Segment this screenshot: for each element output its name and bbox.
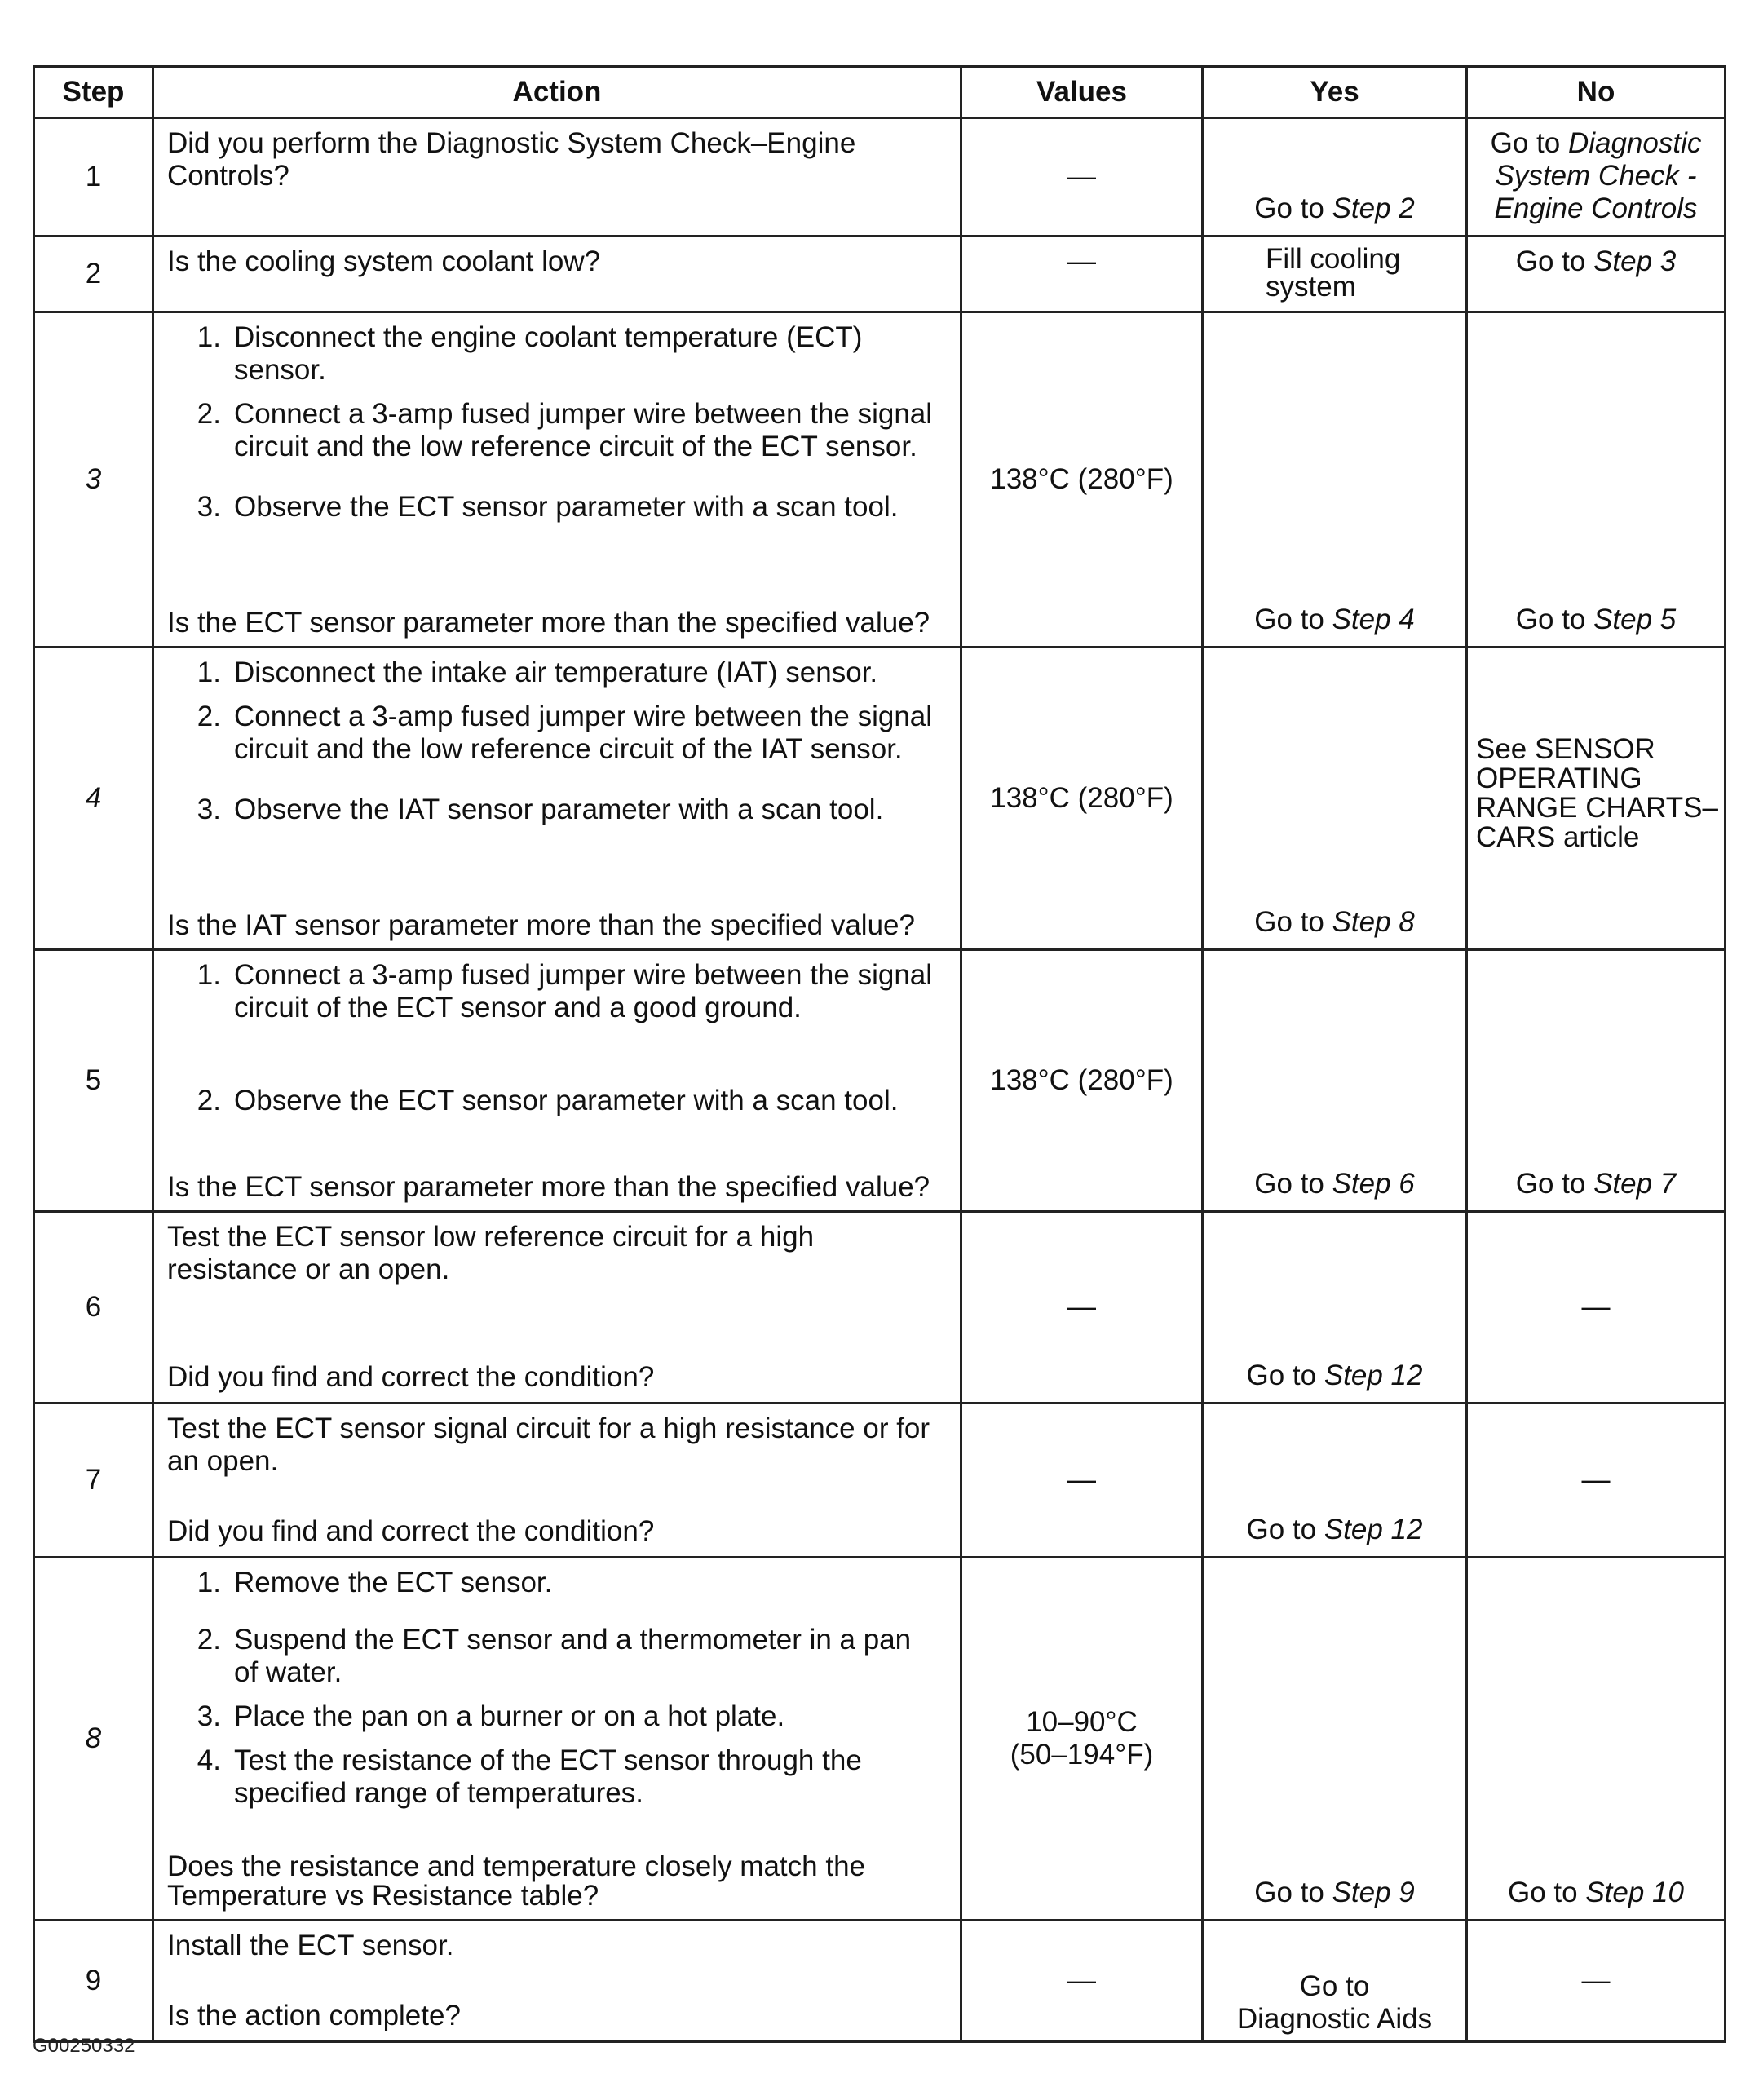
action-question: Does the resistance and temperature closely match the Temperature vs Resistance table?	[167, 1850, 865, 1912]
step-number: 3	[34, 312, 153, 648]
action-question: Is the ECT sensor parameter more than the specified value?	[167, 1171, 930, 1203]
no-link[interactable]: Step 10	[1585, 1877, 1684, 1908]
list-item: 1. Connect a 3-amp fused jumper wire between the signal circuit of the ECT sensor and a good ground.	[197, 959, 933, 1023]
list-item: 2. Connect a 3-amp fused jumper wire between the signal circuit and the low reference circuit of the IAT sensor.	[197, 701, 933, 765]
no-link[interactable]: Step 3	[1593, 245, 1677, 277]
action-text: Did you perform the Diagnostic System Check–Engine Controls?	[167, 127, 856, 192]
yes-cell	[1203, 648, 1467, 950]
list-item: 1. Disconnect the engine coolant temperature (ECT) sensor.	[197, 321, 863, 386]
action-steps	[167, 657, 942, 838]
yes-link[interactable]: Step 6	[1332, 1168, 1415, 1200]
header-action: Action	[153, 67, 961, 118]
yes-prefix: Go to	[1254, 603, 1332, 635]
yes-line-1: Go to	[1299, 1970, 1370, 2002]
yes-prefix: Go to	[1254, 906, 1332, 938]
values-cell	[961, 1558, 1203, 1921]
no-link[interactable]: Step 5	[1593, 603, 1677, 635]
values-cell: —	[961, 1212, 1203, 1404]
yes-cell	[1203, 1212, 1467, 1404]
yes-link[interactable]: Step 9	[1332, 1877, 1415, 1908]
yes-cell	[1203, 1558, 1467, 1921]
no-cell: —	[1467, 1212, 1726, 1404]
yes-cell: Fill cooling system	[1203, 237, 1467, 312]
step-number: 8	[34, 1558, 153, 1921]
values-cell: —	[961, 237, 1203, 312]
values-cell: —	[961, 1921, 1203, 2042]
values-cell: —	[961, 1404, 1203, 1558]
table-row	[34, 1404, 1726, 1558]
action-question: Is the action complete?	[167, 2000, 461, 2031]
step-number: 6	[34, 1212, 153, 1404]
list-item: 2. Observe the ECT sensor parameter with a scan tool.	[197, 1085, 899, 1116]
yes-link[interactable]: Diagnostic Aids	[1236, 2003, 1433, 2035]
table-row	[34, 1558, 1726, 1921]
table-row	[34, 1212, 1726, 1404]
no-cell	[1467, 1558, 1726, 1921]
action-question: Is the IAT sensor parameter more than the specified value?	[167, 909, 915, 941]
header-values: Values	[961, 67, 1203, 118]
list-item: 1. Remove the ECT sensor.	[197, 1567, 553, 1598]
step-number: 7	[34, 1404, 153, 1558]
action-cell	[153, 1212, 961, 1404]
step-number: 4	[34, 648, 153, 950]
list-item: 4. Test the resistance of the ECT sensor through the specified range of temperatures.	[197, 1744, 862, 1809]
table-row	[34, 648, 1726, 950]
values-cell: —	[961, 118, 1203, 237]
no-prefix: Go to	[1490, 127, 1568, 159]
step-number: 1	[34, 118, 153, 237]
list-item: 3. Place the pan on a burner or on a hot plate.	[197, 1700, 785, 1732]
action-cell	[153, 950, 961, 1212]
list-item: 3. Observe the ECT sensor parameter with a scan tool.	[197, 491, 899, 523]
table-row	[34, 312, 1726, 648]
step-number: 9	[34, 1921, 153, 2042]
no-cell	[1467, 312, 1726, 648]
values-cell: 138°C (280°F)	[961, 950, 1203, 1212]
yes-prefix: Go to	[1254, 1877, 1332, 1908]
no-prefix: Go to	[1508, 1877, 1586, 1908]
yes-cell	[1203, 1404, 1467, 1558]
values-line-2: (50–194°F)	[1010, 1739, 1154, 1771]
no-cell	[1467, 237, 1726, 312]
action-cell	[153, 118, 961, 237]
action-cell	[153, 1404, 961, 1558]
list-item: 2. Suspend the ECT sensor and a thermometer in a pan of water.	[197, 1624, 912, 1688]
yes-link[interactable]: Step 12	[1324, 1514, 1423, 1545]
list-item: 2. Connect a 3-amp fused jumper wire between the signal circuit and the low reference circuit of the ECT sensor.	[197, 398, 933, 462]
header-step: Step	[34, 67, 153, 118]
yes-link[interactable]: Step 8	[1332, 906, 1415, 938]
yes-cell	[1203, 950, 1467, 1212]
header-yes: Yes	[1203, 67, 1467, 118]
action-question: Is the ECT sensor parameter more than the specified value?	[167, 607, 930, 639]
no-prefix: Go to	[1515, 1168, 1594, 1200]
table-row	[34, 950, 1726, 1212]
step-number: 5	[34, 950, 153, 1212]
action-text: Is the cooling system coolant low?	[167, 245, 601, 277]
yes-prefix: Go to	[1254, 192, 1332, 224]
no-link[interactable]: Diagnostic System Check - Engine Controls	[1494, 127, 1702, 224]
table-row	[34, 237, 1726, 312]
header-row	[34, 67, 1726, 118]
no-cell	[1467, 950, 1726, 1212]
table-row	[34, 1921, 1726, 2042]
action-cell	[153, 1558, 961, 1921]
step-number: 2	[34, 237, 153, 312]
no-cell: —	[1467, 1921, 1726, 2042]
yes-cell	[1203, 312, 1467, 648]
action-cell	[153, 312, 961, 648]
action-steps	[167, 959, 942, 1129]
list-item: 1. Disconnect the intake air temperature (IAT) sensor.	[197, 657, 878, 688]
action-text: Test the ECT sensor signal circuit for a high resistance or for an open.	[167, 1413, 930, 1477]
no-prefix: Go to	[1515, 603, 1594, 635]
no-prefix: Go to	[1515, 245, 1594, 277]
diagnostic-table	[33, 65, 1726, 2043]
no-cell	[1467, 118, 1726, 237]
action-cell	[153, 1921, 961, 2042]
action-steps	[167, 321, 942, 535]
action-cell	[153, 237, 961, 312]
action-question: Did you find and correct the condition?	[167, 1515, 655, 1547]
figure-code: G00250332	[33, 2035, 135, 2057]
yes-link[interactable]: Step 2	[1332, 192, 1415, 224]
yes-prefix: Go to	[1254, 1168, 1332, 1200]
list-item: 3. Observe the IAT sensor parameter with a scan tool.	[197, 794, 884, 825]
yes-prefix: Go to	[1246, 1514, 1324, 1545]
header-no: No	[1467, 67, 1726, 118]
values-cell: 138°C (280°F)	[961, 312, 1203, 648]
no-cell: —	[1467, 1404, 1726, 1558]
action-cell	[153, 648, 961, 950]
values-cell: 138°C (280°F)	[961, 648, 1203, 950]
action-steps	[167, 1567, 942, 1821]
values-line-1: 10–90°C	[1026, 1706, 1138, 1738]
yes-link[interactable]: Step 4	[1332, 603, 1415, 635]
action-question: Did you find and correct the condition?	[167, 1361, 655, 1393]
no-cell[interactable]: See SENSOR OPERATING RANGE CHARTS–CARS article	[1467, 648, 1726, 950]
table-row	[34, 118, 1726, 237]
yes-cell	[1203, 1921, 1467, 2042]
yes-prefix: Go to	[1246, 1359, 1324, 1391]
action-text: Install the ECT sensor.	[167, 1930, 454, 1961]
action-text: Test the ECT sensor low reference circuit for a high resistance or an open.	[167, 1221, 815, 1285]
yes-cell	[1203, 118, 1467, 237]
no-link[interactable]: Step 7	[1593, 1168, 1677, 1200]
yes-link[interactable]: Step 12	[1324, 1359, 1423, 1391]
